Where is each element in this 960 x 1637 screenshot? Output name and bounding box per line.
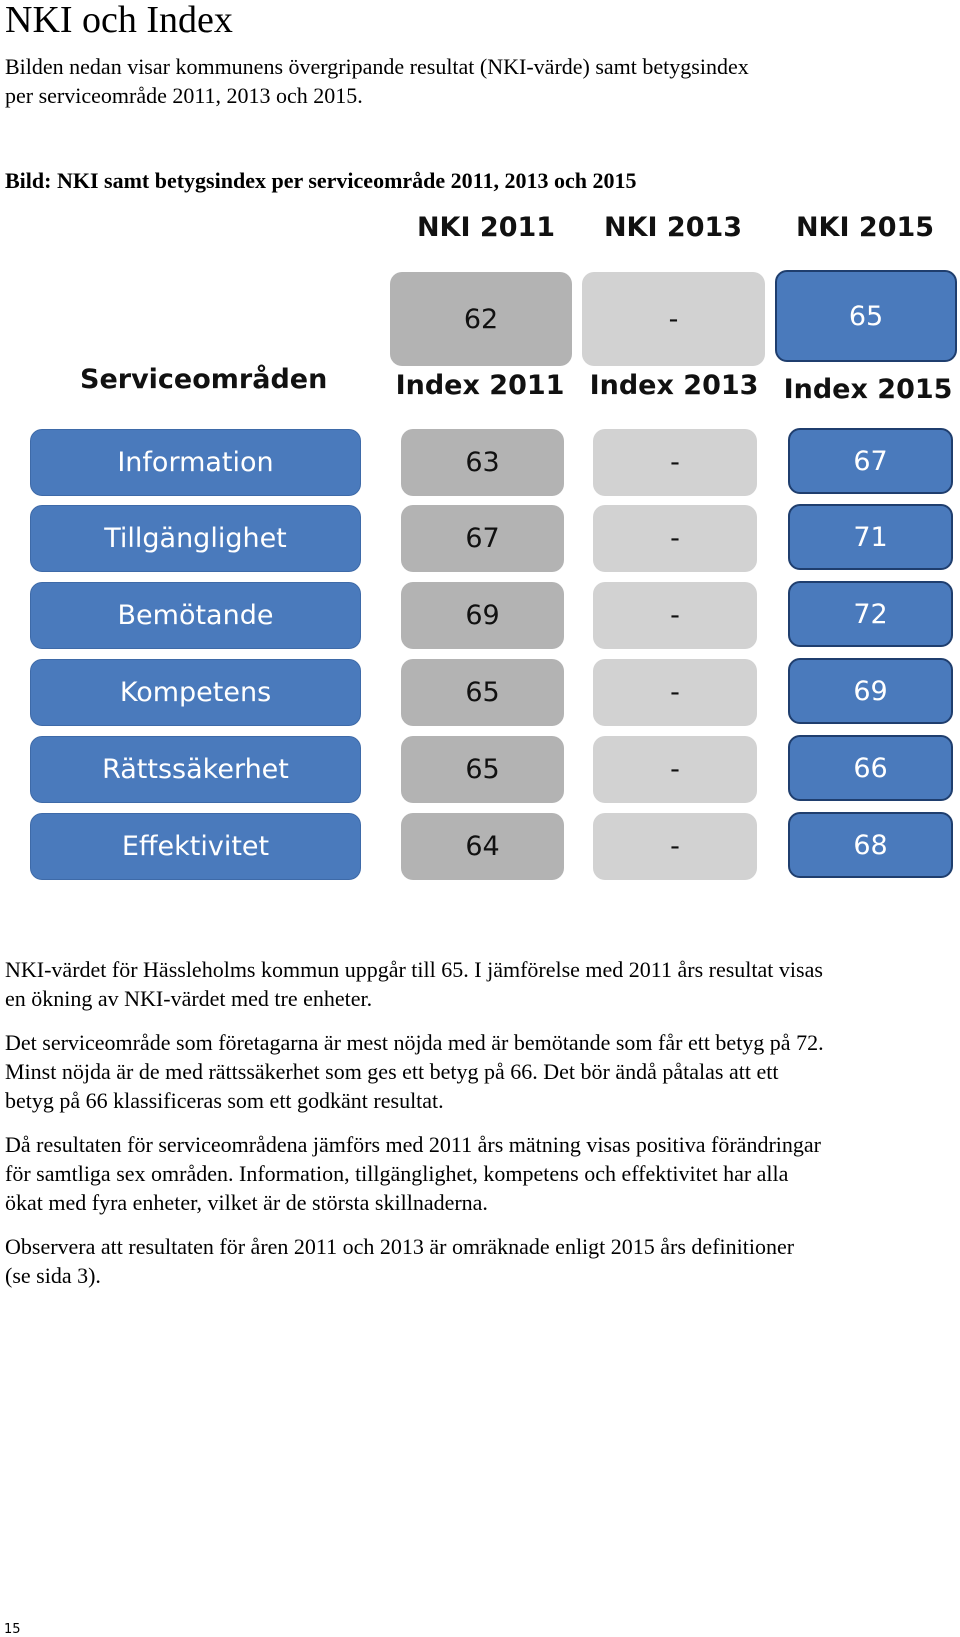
index-2013-value: - bbox=[593, 736, 757, 803]
nki-2015-value: 65 bbox=[775, 270, 957, 362]
index-2011-header: Index 2011 bbox=[395, 370, 565, 401]
nki-2013-value: - bbox=[582, 272, 765, 366]
nki-2013-header: NKI 2013 bbox=[603, 212, 743, 243]
index-2015-header: Index 2015 bbox=[783, 374, 953, 405]
index-2011-value: 67 bbox=[401, 505, 564, 572]
index-2013-header: Index 2013 bbox=[589, 370, 759, 401]
index-2015-value: 69 bbox=[788, 658, 953, 724]
row-header: Serviceområden bbox=[80, 364, 328, 395]
figure-caption: Bild: NKI samt betygsindex per serviceområde 2011, 2013 och 2015 bbox=[5, 168, 637, 193]
page-number: 15 bbox=[4, 1622, 21, 1637]
index-2013-value: - bbox=[593, 659, 757, 726]
nki-2011-value: 62 bbox=[390, 272, 572, 366]
paragraph: Det serviceområde som företagarna är mest nöjda med är bemötande som får ett betyg på 72. Minst nöjda är de med rättssäkerhet som ges ett betyg på 66. Det bör ändå påtalas att ett betyg på 66 klassificeras som ett godkänt resultat. bbox=[5, 1030, 824, 1113]
area-label: Tillgänglighet bbox=[30, 505, 361, 572]
page-title: NKI och Index bbox=[5, 0, 233, 41]
index-2013-value: - bbox=[593, 582, 757, 649]
nki-2015-header: NKI 2015 bbox=[795, 212, 935, 243]
index-2011-value: 63 bbox=[401, 429, 564, 496]
index-2015-value: 68 bbox=[788, 812, 953, 878]
index-2011-value: 65 bbox=[401, 736, 564, 803]
area-label: Effektivitet bbox=[30, 813, 361, 880]
index-2011-value: 65 bbox=[401, 659, 564, 726]
area-label: Bemötande bbox=[30, 582, 361, 649]
area-label: Rättssäkerhet bbox=[30, 736, 361, 803]
area-label: Information bbox=[30, 429, 361, 496]
nki-2011-header: NKI 2011 bbox=[416, 212, 556, 243]
index-2013-value: - bbox=[593, 813, 757, 880]
area-label: Kompetens bbox=[30, 659, 361, 726]
paragraph: Då resultaten för serviceområdena jämförs med 2011 års mätning visas positiva förändringar för samtliga sex områden. Information, tillgänglighet, kompetens och effektivitet har alla ökat med fyra enheter, vilket är de största skillnaderna. bbox=[5, 1132, 821, 1215]
paragraph: Observera att resultaten för åren 2011 och 2013 är omräknade enligt 2015 års definitioner (se sida 3). bbox=[5, 1234, 795, 1288]
index-2013-value: - bbox=[593, 505, 757, 572]
index-2011-value: 64 bbox=[401, 813, 564, 880]
index-2015-value: 72 bbox=[788, 581, 953, 647]
paragraph: NKI-värdet för Hässleholms kommun uppgår till 65. I jämförelse med 2011 års resultat visas en ökning av NKI-värdet med tre enheter. bbox=[5, 957, 823, 1011]
index-2015-value: 71 bbox=[788, 504, 953, 570]
index-2015-value: 66 bbox=[788, 735, 953, 801]
index-2011-value: 69 bbox=[401, 582, 564, 649]
index-2013-value: - bbox=[593, 429, 757, 496]
intro-text: Bilden nedan visar kommunens övergripande resultat (NKI-värde) samt betygsindex per serviceområde 2011, 2013 och 2015. bbox=[5, 54, 749, 108]
index-2015-value: 67 bbox=[788, 428, 953, 494]
